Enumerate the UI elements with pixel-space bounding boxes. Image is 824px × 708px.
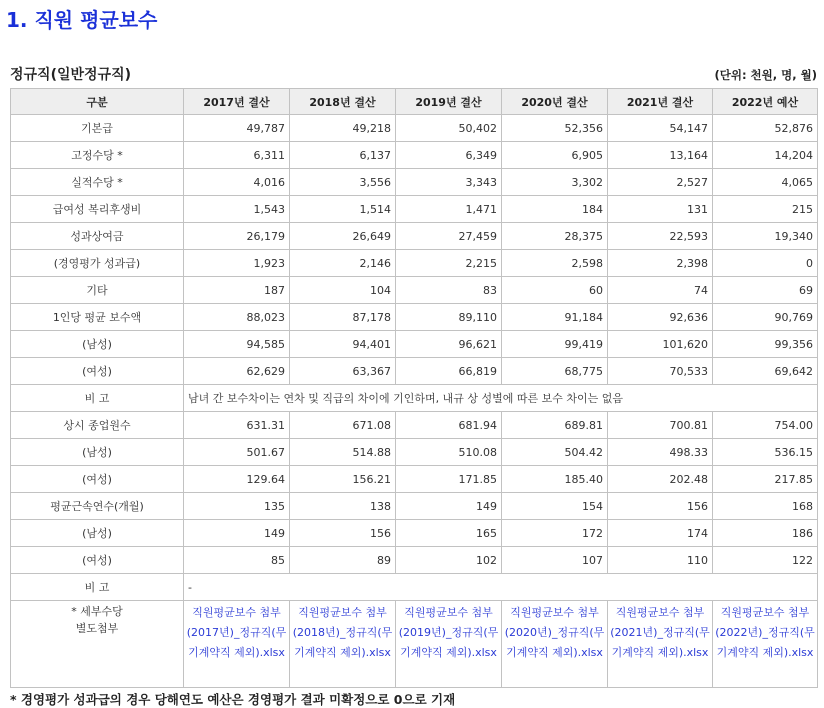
- table-cell: 187: [184, 277, 290, 304]
- table-cell: 689.81: [502, 412, 608, 439]
- table-cell: 2,146: [290, 250, 396, 277]
- table-cell: 184: [502, 196, 608, 223]
- table-row: [11, 385, 818, 412]
- table-row: [11, 439, 818, 466]
- attachment-cell: [502, 601, 608, 688]
- table-cell: 6,349: [396, 142, 502, 169]
- table-cell: 6,137: [290, 142, 396, 169]
- row-label: 성과상여금: [11, 223, 184, 250]
- table-cell: 185.40: [502, 466, 608, 493]
- row-label: (남성): [11, 439, 184, 466]
- unit-note: (단위: 천원, 명, 월): [714, 68, 817, 82]
- row-label: (남성): [11, 520, 184, 547]
- row-label: 비 고: [11, 574, 184, 601]
- table-cell: 754.00: [713, 412, 818, 439]
- table-row: [11, 277, 818, 304]
- table-row: [11, 547, 818, 574]
- table-cell: 52,876: [713, 115, 818, 142]
- table-cell: 70,533: [608, 358, 713, 385]
- table-cell: 68,775: [502, 358, 608, 385]
- table-row: [11, 466, 818, 493]
- table-cell: 514.88: [290, 439, 396, 466]
- table-cell: 149: [396, 493, 502, 520]
- column-header-year: 2018년 결산: [290, 89, 396, 115]
- table-cell: 2,527: [608, 169, 713, 196]
- row-label: (여성): [11, 358, 184, 385]
- table-cell: 27,459: [396, 223, 502, 250]
- row-label: (남성): [11, 331, 184, 358]
- attachment-label: [11, 601, 184, 688]
- table-cell: 54,147: [608, 115, 713, 142]
- attachment-file-link[interactable]: 직원평균보수 첨부(2021년)_정규직(무기계약직 제외).xlsx: [610, 606, 710, 659]
- table-cell: 135: [184, 493, 290, 520]
- table-row: [11, 520, 818, 547]
- table-cell: 22,593: [608, 223, 713, 250]
- table-caption-row: [10, 64, 817, 84]
- table-cell: 217.85: [713, 466, 818, 493]
- table-row: [11, 493, 818, 520]
- table-cell: 66,819: [396, 358, 502, 385]
- table-row: [11, 250, 818, 277]
- table-cell: 83: [396, 277, 502, 304]
- table-cell: 89,110: [396, 304, 502, 331]
- table-cell: 101,620: [608, 331, 713, 358]
- row-label: 평균근속연수(개월): [11, 493, 184, 520]
- remark-cell: 남녀 간 보수차이는 연차 및 직급의 차이에 기인하며, 내규 상 성별에 따른 보수 차이는 없음: [184, 385, 818, 412]
- table-cell: 28,375: [502, 223, 608, 250]
- table-cell: 504.42: [502, 439, 608, 466]
- table-cell: 2,598: [502, 250, 608, 277]
- table-cell: 165: [396, 520, 502, 547]
- table-cell: 149: [184, 520, 290, 547]
- table-header-row: [11, 89, 818, 115]
- table-cell: 168: [713, 493, 818, 520]
- table-cell: 99,356: [713, 331, 818, 358]
- table-row: [11, 223, 818, 250]
- table-cell: 107: [502, 547, 608, 574]
- table-cell: 4,065: [713, 169, 818, 196]
- column-header-year: 2020년 결산: [502, 89, 608, 115]
- attachment-file-link[interactable]: 직원평균보수 첨부(2017년)_정규직(무기계약직 제외).xlsx: [186, 606, 287, 659]
- table-cell: 510.08: [396, 439, 502, 466]
- remark-cell: -: [184, 574, 818, 601]
- footnote: * 경영평가 성과급의 경우 당해연도 예산은 경영평가 결과 미확정으로 0으로 기재: [10, 692, 456, 707]
- column-header-year: 2022년 예산: [713, 89, 818, 115]
- table-cell: 91,184: [502, 304, 608, 331]
- table-cell: 94,401: [290, 331, 396, 358]
- column-header-year: 2021년 결산: [608, 89, 713, 115]
- table-cell: 700.81: [608, 412, 713, 439]
- table-cell: 110: [608, 547, 713, 574]
- table-cell: 90,769: [713, 304, 818, 331]
- table-cell: 52,356: [502, 115, 608, 142]
- attachment-cell: [290, 601, 396, 688]
- table-cell: 6,311: [184, 142, 290, 169]
- table-caption: 정규직(일반정규직): [10, 67, 131, 83]
- table-cell: 3,343: [396, 169, 502, 196]
- table-cell: 536.15: [713, 439, 818, 466]
- table-cell: 131: [608, 196, 713, 223]
- attachment-label-line: * 세부수당: [71, 605, 123, 618]
- table-cell: 94,585: [184, 331, 290, 358]
- table-body: [11, 115, 818, 688]
- attachment-cell: [396, 601, 502, 688]
- table-cell: 202.48: [608, 466, 713, 493]
- table-cell: 89: [290, 547, 396, 574]
- table-cell: 0: [713, 250, 818, 277]
- table-cell: 172: [502, 520, 608, 547]
- row-label: 급여성 복리후생비: [11, 196, 184, 223]
- table-row: [11, 358, 818, 385]
- attachment-cell: [184, 601, 290, 688]
- table-cell: 13,164: [608, 142, 713, 169]
- table-row: [11, 412, 818, 439]
- column-header-year: 2017년 결산: [184, 89, 290, 115]
- table-cell: 3,556: [290, 169, 396, 196]
- table-cell: 88,023: [184, 304, 290, 331]
- table-cell: 156: [608, 493, 713, 520]
- attachment-row: [11, 601, 818, 688]
- table-row: [11, 196, 818, 223]
- row-label: (경영평가 성과급): [11, 250, 184, 277]
- table-cell: 63,367: [290, 358, 396, 385]
- table-cell: 69: [713, 277, 818, 304]
- table-cell: 156.21: [290, 466, 396, 493]
- row-label: (여성): [11, 547, 184, 574]
- table-cell: 26,649: [290, 223, 396, 250]
- table-cell: 2,215: [396, 250, 502, 277]
- row-label: 상시 종업원수: [11, 412, 184, 439]
- attachment-cell: [713, 601, 818, 688]
- table-cell: 156: [290, 520, 396, 547]
- attachment-file-link[interactable]: 직원평균보수 첨부(2022년)_정규직(무기계약직 제외).xlsx: [715, 606, 815, 659]
- table-cell: 501.67: [184, 439, 290, 466]
- table-cell: 19,340: [713, 223, 818, 250]
- table-cell: 96,621: [396, 331, 502, 358]
- table-cell: 215: [713, 196, 818, 223]
- table-row: [11, 331, 818, 358]
- row-label: (여성): [11, 466, 184, 493]
- row-label: 기타: [11, 277, 184, 304]
- column-header-category: 구분: [11, 89, 184, 115]
- table-row: [11, 142, 818, 169]
- table-row: [11, 115, 818, 142]
- table-cell: 1,471: [396, 196, 502, 223]
- attachment-file-link[interactable]: 직원평균보수 첨부(2019년)_정규직(무기계약직 제외).xlsx: [398, 606, 499, 659]
- table-cell: 138: [290, 493, 396, 520]
- row-label: 기본급: [11, 115, 184, 142]
- attachment-label-line: 별도첨부: [75, 622, 119, 635]
- table-cell: 154: [502, 493, 608, 520]
- table-cell: 1,543: [184, 196, 290, 223]
- row-label: 실적수당 *: [11, 169, 184, 196]
- row-label: 고정수당 *: [11, 142, 184, 169]
- table-cell: 4,016: [184, 169, 290, 196]
- table-cell: 49,787: [184, 115, 290, 142]
- table-cell: 74: [608, 277, 713, 304]
- table-cell: 1,514: [290, 196, 396, 223]
- table-cell: 671.08: [290, 412, 396, 439]
- column-header-year: 2019년 결산: [396, 89, 502, 115]
- table-cell: 60: [502, 277, 608, 304]
- table-cell: 498.33: [608, 439, 713, 466]
- table-cell: 85: [184, 547, 290, 574]
- table-cell: 171.85: [396, 466, 502, 493]
- page-title: 1. 직원 평균보수: [6, 8, 158, 32]
- table-row: [11, 304, 818, 331]
- table-cell: 99,419: [502, 331, 608, 358]
- row-label: 1인당 평균 보수액: [11, 304, 184, 331]
- table-cell: 631.31: [184, 412, 290, 439]
- table-cell: 104: [290, 277, 396, 304]
- table-cell: 49,218: [290, 115, 396, 142]
- table-cell: 14,204: [713, 142, 818, 169]
- table-cell: 186: [713, 520, 818, 547]
- table-row: [11, 169, 818, 196]
- table-cell: 87,178: [290, 304, 396, 331]
- table-cell: 174: [608, 520, 713, 547]
- table-cell: 26,179: [184, 223, 290, 250]
- table-cell: 6,905: [502, 142, 608, 169]
- table-cell: 2,398: [608, 250, 713, 277]
- table-cell: 1,923: [184, 250, 290, 277]
- table-cell: 129.64: [184, 466, 290, 493]
- table-cell: 102: [396, 547, 502, 574]
- table-cell: 69,642: [713, 358, 818, 385]
- table-cell: 122: [713, 547, 818, 574]
- table-cell: 3,302: [502, 169, 608, 196]
- table-cell: 62,629: [184, 358, 290, 385]
- table-cell: 681.94: [396, 412, 502, 439]
- row-label: 비 고: [11, 385, 184, 412]
- table-cell: 50,402: [396, 115, 502, 142]
- attachment-cell: [608, 601, 713, 688]
- salary-table: [10, 88, 818, 688]
- table-row: [11, 574, 818, 601]
- attachment-file-link[interactable]: 직원평균보수 첨부(2020년)_정규직(무기계약직 제외).xlsx: [504, 606, 605, 659]
- table-cell: 92,636: [608, 304, 713, 331]
- attachment-file-link[interactable]: 직원평균보수 첨부(2018년)_정규직(무기계약직 제외).xlsx: [292, 606, 393, 659]
